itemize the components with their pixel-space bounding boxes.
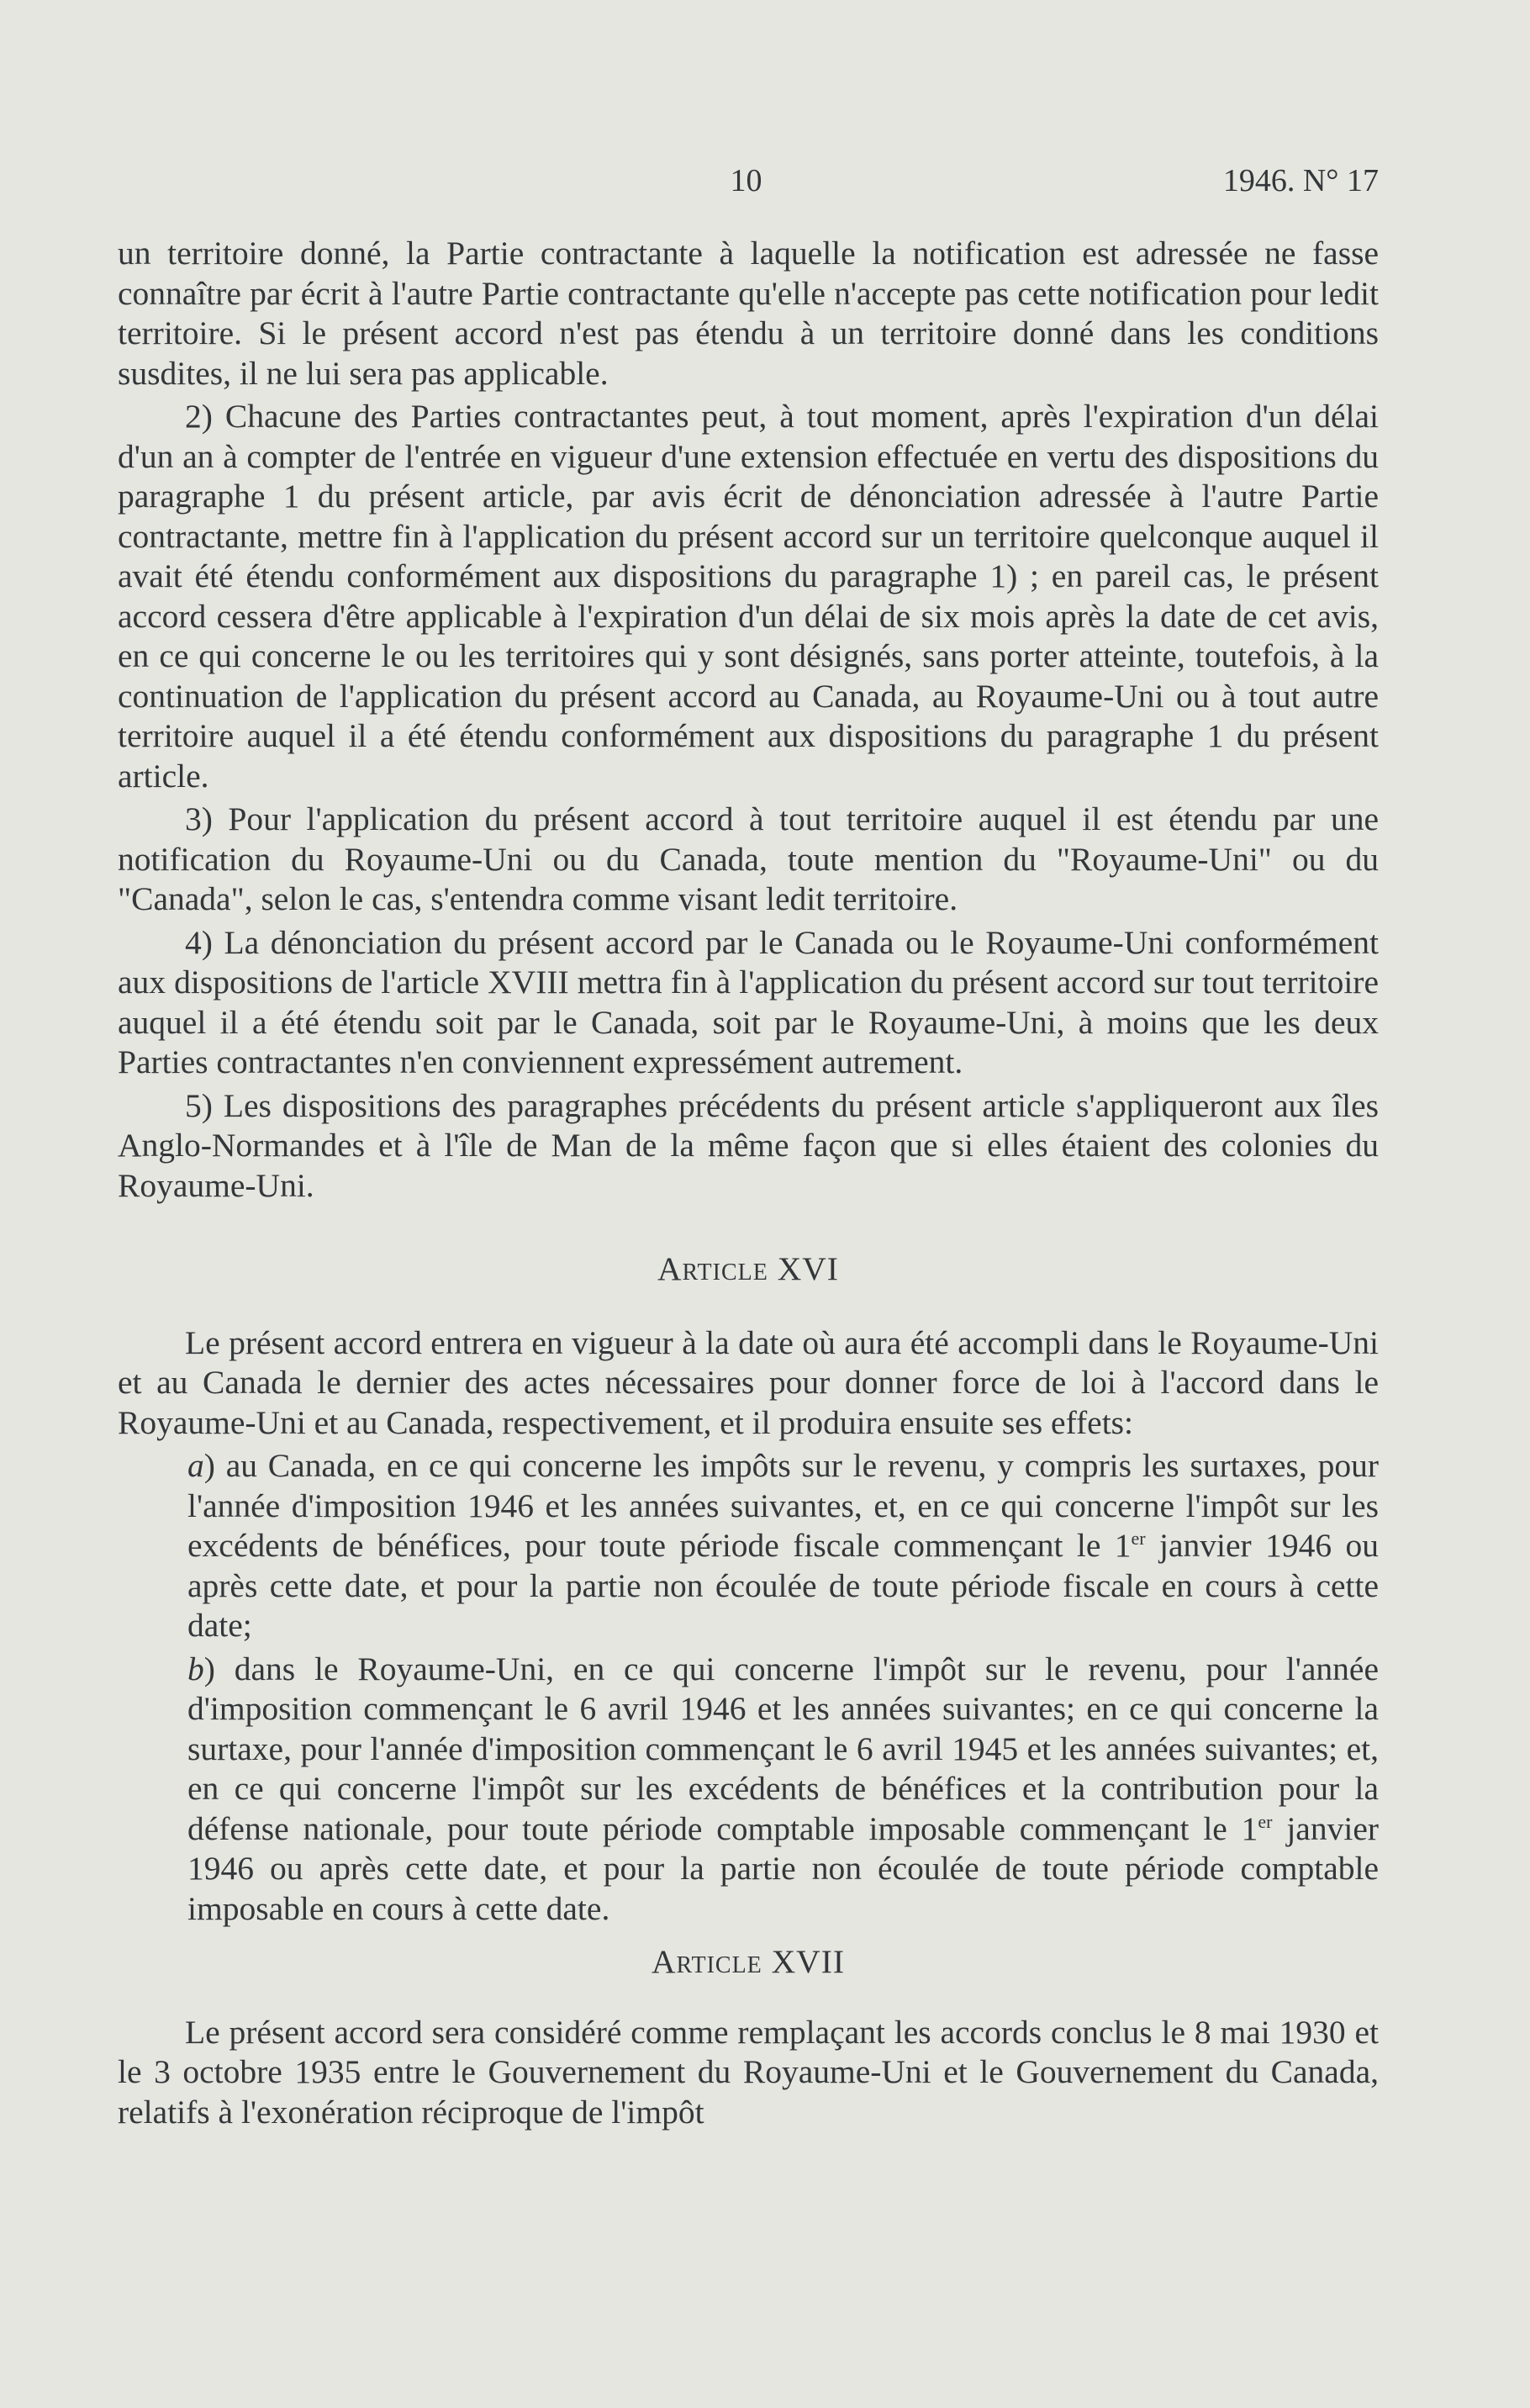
clause-a-text-2: janvier 1946 ou après cette date, et pour la partie non écoulée de toute période fiscale en cours à cette date; <box>187 1527 1379 1644</box>
article-xvii-heading: Article XVII <box>651 1943 846 1980</box>
page-number: 10 <box>730 163 762 198</box>
article-xvi-intro: Le présent accord entrera en vigueur à la date où aura été accompli dans le Royaume-Uni et au Canada le dernier des actes nécessaires pour donner force de loi à l'accord dans le Royaume-Uni et au Canada, respectivement, et il produira ensuite ses effets: <box>118 1323 1379 1441</box>
article-xvii-text: Le présent accord sera considéré comme remplaçant les accords conclus le 8 mai 1930 et le 3 octobre 1935 entre le Gouvernement du Royaume-Uni et le Gouvernement du Canada, relatifs à l'exonération réciproque de l'impôt <box>118 2013 1379 2131</box>
year-number: 1946. N° 17 <box>1222 163 1379 198</box>
paragraph-4: 4) La dénonciation du présent accord par le Canada ou le Royaume-Uni conformément aux dispositions de l'article XVIII mettra fin à l'application du présent accord sur tout territoire auquel il a été étendu soit par le Canada, soit par le Royaume-Uni, à moins que les deux Parties contractantes n'en conviennent expressément autrement. <box>118 923 1379 1080</box>
clause-b-text-1: ) dans le Royaume-Uni, en ce qui concerne l'impôt sur le revenu, pour l'année d'imposition commençant le 6 avril 1946 et les années suivantes; en ce qui concerne la surtaxe, pour l'année d'imposition commençant le 6 avril 1945 et les années suivantes; et, en ce qui concerne l'impôt sur les excédents de bénéfices et la contribution pour la défense nationale, pour toute période comptable imposable commençant le 1 <box>187 1650 1379 1847</box>
clause-a-text-1: ) au Canada, en ce qui concerne les impôts sur le revenu, y compris les surtaxes, pour l'année d'imposition 1946 et les années suivantes, et, en ce qui concerne l'impôt sur les excédents de bénéfices, pour toute période fiscale commençant le 1 <box>187 1447 1379 1564</box>
clause-a-superscript: er <box>1131 1528 1146 1549</box>
article-xvi-heading: Article XVI <box>657 1250 839 1287</box>
page-header <box>118 162 1379 213</box>
clause-b <box>118 1650 1379 1930</box>
clause-b-text-2: janvier 1946 ou après cette date, et pour la partie non écoulée de toute période comptable imposable en cours à cette date. <box>187 1809 1380 1927</box>
paragraph-5: 5) Les dispositions des paragraphes précédents du présent article s'appliqueront aux îles Anglo-Normandes et à l'île de Man de la même façon que si elles étaient des colonies du Royaume-Uni. <box>118 1086 1379 1204</box>
clause-b-label: b <box>187 1650 204 1687</box>
document-body <box>118 234 1379 2132</box>
clause-b-superscript: er <box>1258 1810 1273 1832</box>
paragraph-2: 2) Chacune des Parties contractantes peut, à tout moment, après l'expiration d'un délai d'un an à compter de l'entrée en vigueur d'une extension effectuée en vertu des dispositions du paragraphe 1 du présent article, par avis écrit de dénonciation adressée à l'autre Partie contractante, mettre fin à l'application du présent accord sur un territoire quelconque auquel il avait été étendu conformément aux dispositions du paragraphe 1) ; en pareil cas, le présent accord cessera d'être applicable à l'expiration d'un délai de six mois après la date de cet avis, en ce qui concerne le ou les territoires qui y sont désignés, sans porter atteinte, toutefois, à la continuation de l'application du présent accord au Canada, au Royaume-Uni ou à tout autre territoire auquel il a été étendu conformément aux dispositions du paragraphe 1 du présent article. <box>118 398 1379 795</box>
continued-paragraph: un territoire donné, la Partie contractante à laquelle la notification est adressée ne fasse connaître par écrit à l'autre Partie contractante qu'elle n'accepte pas cette notification pour ledit territoire. Si le présent accord n'est pas étendu à un territoire donné dans les conditions susdites, il ne lui sera pas applicable. <box>118 235 1379 392</box>
paragraph-3: 3) Pour l'application du présent accord à tout territoire auquel il est étendu par une notification du Royaume-Uni ou du Canada, toute mention du "Royaume-Uni" ou du "Canada", selon le cas, s'entendra comme visant ledit territoire. <box>118 800 1379 917</box>
clause-a-label: a <box>187 1447 204 1484</box>
clause-a <box>118 1446 1379 1646</box>
